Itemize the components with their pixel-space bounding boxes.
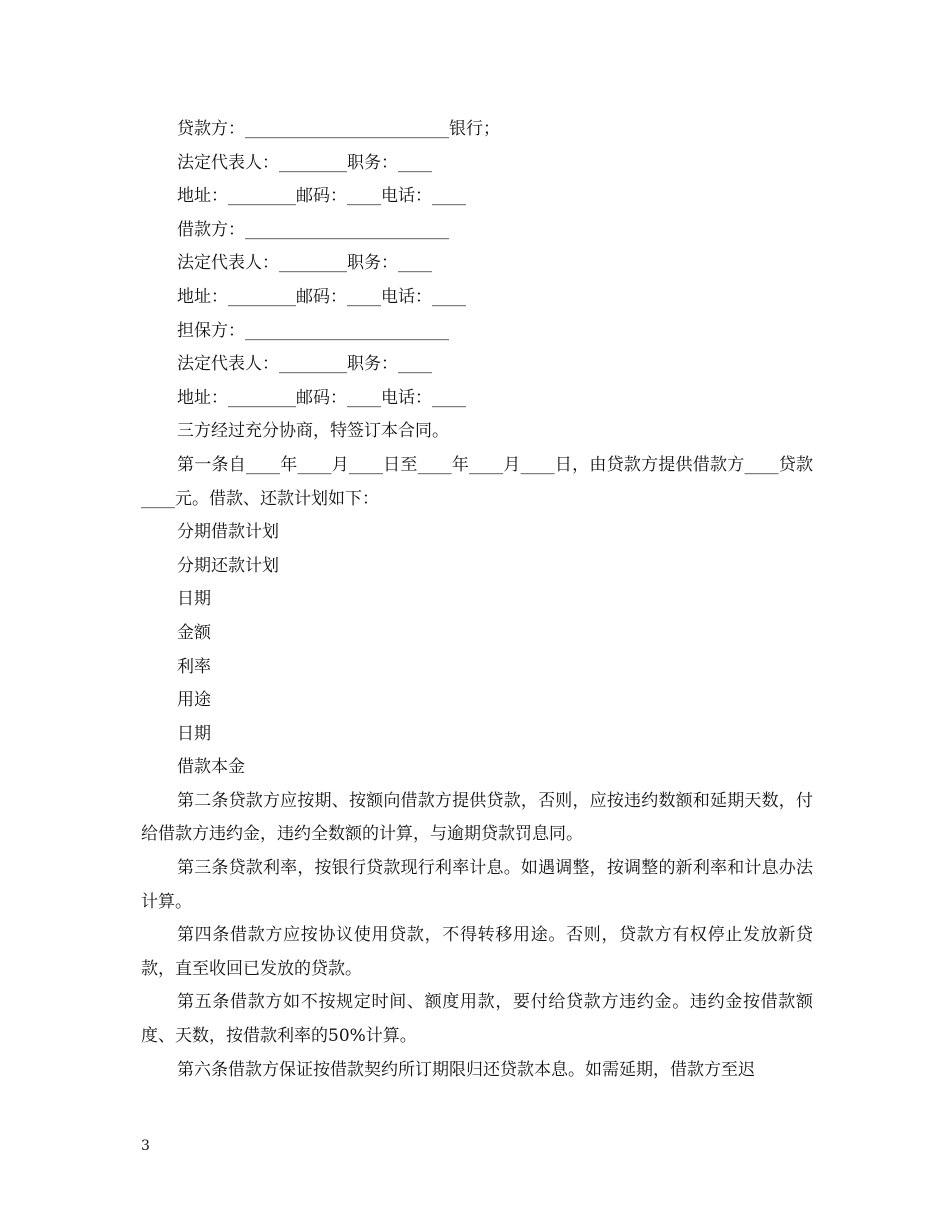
article-3-paragraph: 第三条贷款利率，按银行贷款现行利率计息。如遇调整，按调整的新利率和计息办法计算。 (141, 858, 813, 912)
article-1-paragraph: 第一条自____年____月____日至____年____月____日，由贷款方提供借款方____贷款____元。借款、还款计划如下： (141, 454, 813, 509)
plan-item: 分期借款计划 (177, 522, 279, 543)
plan-item: 用途 (177, 690, 211, 711)
plan-item: 金额 (177, 622, 211, 643)
plan-item: 日期 (177, 589, 211, 610)
plan-item: 日期 (177, 723, 211, 744)
borrower-line: 借款方：________________________ (177, 219, 449, 240)
plan-item: 利率 (177, 656, 211, 677)
article-4-paragraph: 第四条借款方应按协议使用贷款，不得转移用途。否则，贷款方有权停止发放新贷款，直至收回已发放的贷款。 (141, 925, 813, 979)
guarantor-address-line: 地址：________邮码：____电话：____ (177, 387, 466, 408)
lender-line: 贷款方：________________________银行； (177, 119, 500, 139)
borrower-address-line: 地址：________邮码：____电话：____ (177, 286, 466, 307)
plan-item: 分期还款计划 (177, 555, 279, 576)
article-5-paragraph: 第五条借款方如不按规定时间、额度用款，要付给贷款方违约金。违约金按借款额度、天数，按借款利率的50%计算。 (141, 992, 813, 1047)
plan-item: 借款本金 (177, 757, 245, 778)
article-2-paragraph: 第二条贷款方应按期、按额向借款方提供贷款，否则，应按违约数额和延期天数，付给借款方违约金，违约全数额的计算，与逾期贷款罚息同。 (141, 790, 813, 845)
lender-address-line: 地址：________邮码：____电话：____ (177, 186, 466, 207)
guarantor-representative-line: 法定代表人：________职务：____ (177, 354, 432, 375)
guarantor-line: 担保方：________________________ (177, 320, 449, 341)
article-6-paragraph: 第六条借款方保证按借款契约所订期限归还贷款本息。如需延期，借款方至迟 (177, 1059, 755, 1080)
lender-representative-line: 法定代表人：________职务：____ (177, 152, 432, 173)
page-number: 3 (141, 1138, 150, 1154)
document-body (141, 113, 813, 1087)
agreement-intro-line: 三方经过充分协商，特签订本合同。 (177, 421, 449, 442)
borrower-representative-line: 法定代表人：________职务：____ (177, 253, 432, 274)
